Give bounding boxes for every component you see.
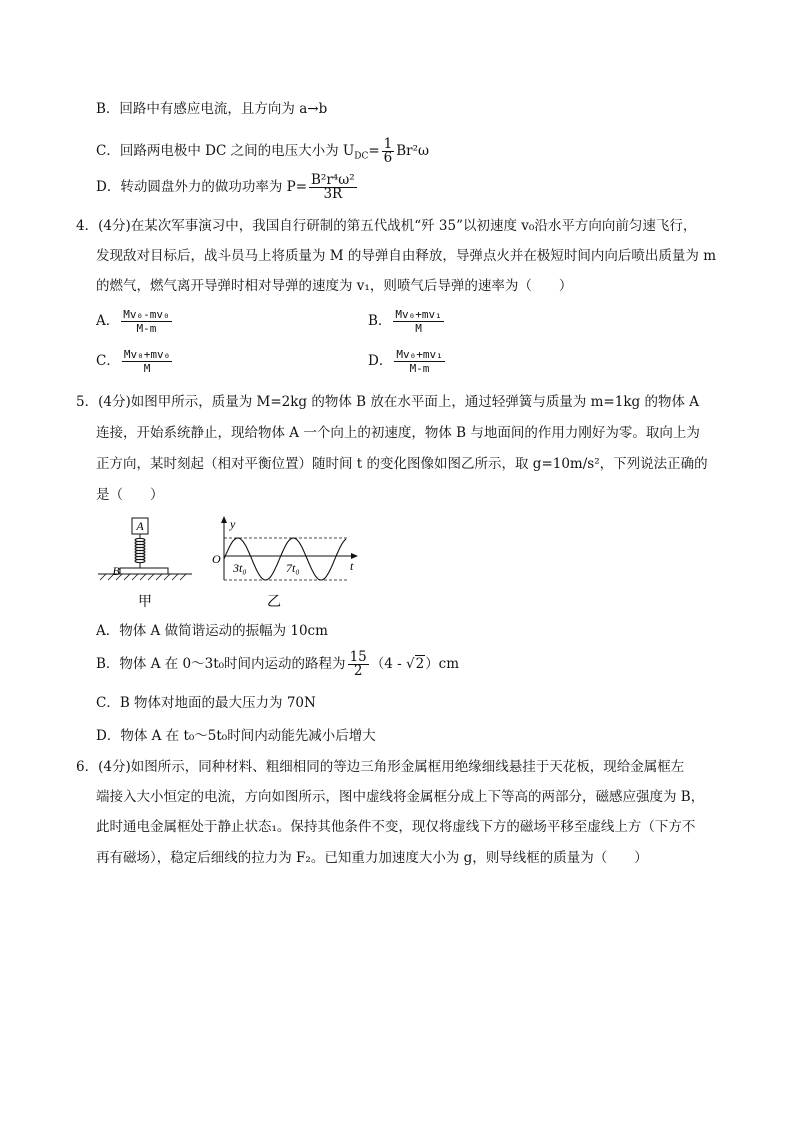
q3-option-c-numerator: 1 [383,136,393,152]
q5-option-b-denominator: 2 [353,663,363,679]
q5-option-c: C．B 物体对地面的最大压力为 70N [96,695,316,711]
q4-option-d-label: D． [368,353,393,369]
q4-option-a-denominator: M-m [136,322,157,335]
q3-option-d [96,172,359,202]
q4-option-b [368,306,446,336]
q5-figure-jia [92,512,202,612]
q4-stem-line-3: 的燃气，燃气离开导弹时相对导弹的速度为 v₁，则喷气后导弹的速率为（ ） [96,278,573,294]
q5-stem-line-4: 是（ ） [96,487,164,503]
q3-option-d-prefix: D．转动圆盘外力的做功功率为 P= [96,179,308,195]
q3-option-c-denominator: 6 [383,150,393,166]
y-axis-arrow-icon [221,516,227,523]
spring-icon [135,534,145,568]
q4-option-b-denominator: M [415,322,422,335]
q3-option-c [96,136,429,172]
tick-label-7t0: 7t₀ [286,561,300,575]
q4-option-a-fraction [121,308,171,335]
t-axis-label: t [350,559,354,573]
q4-option-b-fraction [393,308,443,335]
q4-option-a-label: A． [96,313,120,329]
q4-option-d-numerator: Mv₀+mv₁ [396,348,443,361]
block-a-label: A [136,519,144,533]
q4-option-d-fraction [394,348,444,375]
tick-label-3t0: 3t₀ [233,561,247,575]
q5-option-b-paren: （4 - [370,656,406,672]
q4-option-c-denominator: M [143,362,151,375]
q5-option-b-prefix: B．物体 A 在 0～3t₀时间内运动的路程为 [96,656,346,672]
q5-stem-line-3: 正方向，某时刻起（相对平衡位置）随时间 t 的变化图像如图乙所示，取 g=10m/s²，下列说法正确的 [96,456,708,472]
figure-yi-caption: 乙 [267,594,281,610]
q5-option-b [96,648,459,680]
q3-option-d-numerator: B²r⁴ω² [311,172,355,188]
q4-option-a [96,306,174,336]
q3-option-c-suffix: Br²ω [396,143,430,159]
q4-option-c [96,346,174,376]
q5-option-a: A．物体 A 做简谐运动的振幅为 10cm [96,623,328,639]
y-axis-label: y [230,517,236,531]
q4-option-b-numerator: Mv₀+mv₁ [395,308,442,321]
q3-option-c-subscript: DC [354,151,369,162]
block-b-label: B [112,564,120,578]
q4-option-c-label: C． [96,353,120,369]
figure-jia-caption: 甲 [138,594,152,610]
q4-option-c-fraction [122,348,172,375]
q6-stem-line-3: 此时通电金属框处于静止状态₁。保持其他条件不变，现仅将虚线下方的磁场平移至虚线上方（下方不 [96,819,696,835]
q6-stem-line-2: 端接入大小恒定的电流，方向如图所示，图中虚线将金属框分成上下等高的两部分，磁感应强度为 B， [96,789,705,805]
q4-option-b-label: B． [368,313,392,329]
block-b [120,568,168,574]
q3-option-d-denominator: 3R [323,186,343,202]
q5-option-b-suffix: ）cm [425,656,460,672]
q3-option-c-equals: = [368,143,380,159]
q5-stem-line-1: 5．(4分)如图甲所示，质量为 M=2kg 的物体 B 放在水平面上，通过轻弹簧与质量为 m=1kg 的物体 A [76,394,699,410]
q4-option-c-numerator: Mv₀+mv₀ [123,348,171,361]
q6-stem-line-1: 6．(4分)如图所示，同种材料、粗细相同的等边三角形金属框用绝缘细线悬挂于天花板，现给金属框左 [76,759,685,775]
q3-option-c-prefix: C．回路两电极中 DC 之间的电压大小为 U [96,143,355,159]
q3-option-d-fraction [309,174,357,201]
q3-option-c-fraction [382,138,395,165]
sqrt-icon: √ [405,656,415,672]
q3-option-b: B．回路中有感应电流，且方向为 a→b [96,101,328,117]
q5-option-d: D．物体 A 在 t₀～5t₀时间内动能先减小后增大 [96,728,376,744]
origin-label: O [212,552,221,566]
q4-option-d [368,346,447,376]
q6-stem-line-4: 再有磁场），稳定后细线的拉力为 F₂。已知重力加速度大小为 g，则导线框的质量为（ ） [96,850,648,866]
q5-option-b-radicand: 2 [415,656,425,672]
q4-stem-line-2: 发现敌对目标后，战斗员马上将质量为 M 的导弹自由释放，导弹点火并在极短时间内向后喷出质量为 m [96,248,716,264]
q4-option-d-denominator: M-m [409,362,430,375]
q5-option-b-fraction [348,651,369,678]
q4-option-a-numerator: Mv₀-mv₀ [123,308,170,321]
q5-stem-line-2: 连接，开始系统静止，现给物体 A 一个向上的初速度，物体 B 与地面间的作用力刚好为零。取向上为 [96,425,700,441]
q5-option-b-numerator: 15 [349,649,367,665]
q4-stem-line-1: 4．(4分)在某次军事演习中，我国自行研制的第五代战机“歼 35”以初速度 v₀沿水平方向向前匀速飞行， [76,218,697,234]
q5-figure-yi [208,512,368,612]
